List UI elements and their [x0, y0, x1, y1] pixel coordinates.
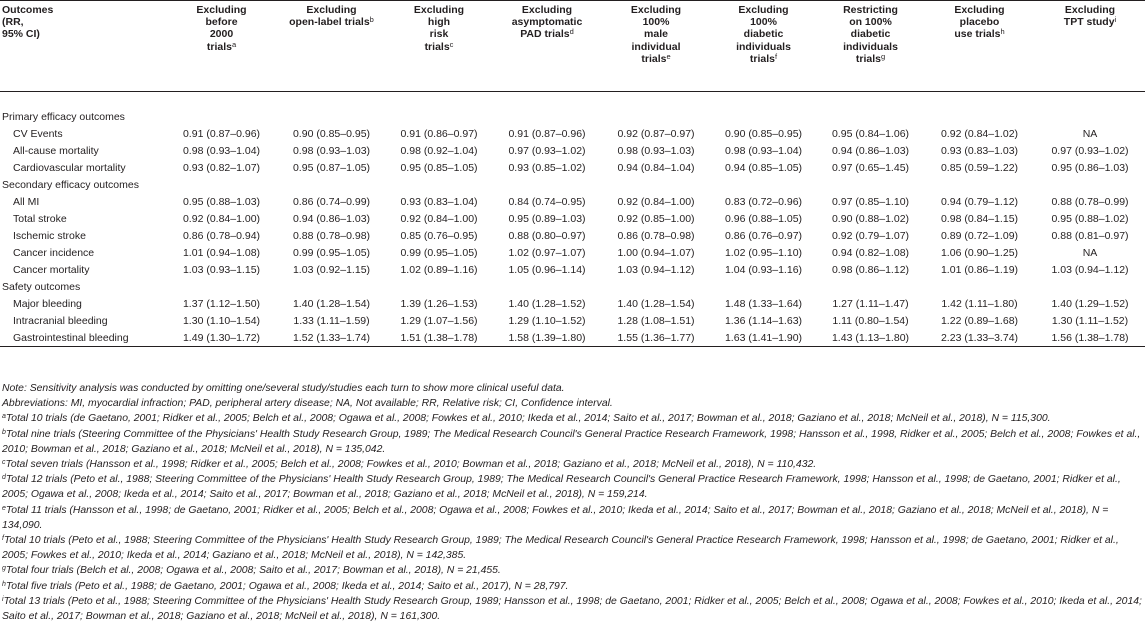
rr-value-cell: 0.92 (0.84–1.00): [400, 212, 478, 225]
footnote-marker: i: [1114, 15, 1117, 25]
table-row: [0, 210, 1145, 227]
footnote-marker: h: [2, 580, 6, 588]
table-row: [0, 227, 1145, 244]
rr-value-cell: 0.94 (0.82–1.08): [831, 246, 910, 259]
rr-value-cell: 1.02 (0.89–1.16): [400, 263, 478, 276]
table-row: [0, 193, 1145, 210]
rr-value-cell: 0.98 (0.86–1.12): [831, 263, 910, 276]
rr-value-cell: 1.58 (1.39–1.80): [492, 330, 602, 347]
rr-value-cell: 1.01 (0.94–1.08): [182, 246, 261, 259]
header-line: Outcomes: [2, 4, 54, 16]
section-title: Safety outcomes: [2, 281, 81, 294]
rr-value-cell: 0.94 (0.85–1.05): [724, 161, 803, 174]
section-row: [0, 176, 1145, 193]
rr-value-cell: 1.03 (0.93–1.15): [182, 263, 261, 276]
footnote-h: [2, 579, 1142, 594]
table-header-row: [0, 1, 1145, 91]
rr-value-cell: 1.02 (0.95–1.10): [724, 246, 803, 259]
rr-value-cell: 1.43 (1.13–1.80): [817, 330, 924, 347]
rr-value-cell: 0.88 (0.78–0.99): [1051, 195, 1129, 208]
rr-value-cell: 1.40 (1.29–1.52): [1051, 298, 1129, 311]
header-line: individual: [631, 40, 681, 53]
header-column-6: [710, 1, 817, 91]
header-line: Restricting: [843, 4, 898, 16]
footnote-marker: c: [2, 459, 6, 467]
outcome-label: Cardiovascular mortality: [13, 161, 126, 174]
rr-value-cell: 0.88 (0.78–0.98): [292, 229, 371, 242]
header-line: trials: [855, 52, 881, 65]
outcome-label: All MI: [13, 195, 40, 208]
header-line: trials: [749, 52, 775, 65]
footnote-text: Total 10 trials (de Gaetano, 2001; Ridker et al., 2005; Belch et al., 2008; Ogawa et al., 2008; Fowkes et al., 2010; Ikeda et al., 2014; Saito et al., 2017; Bowman et al., 2018; Gaziano et al., 2018; McNeil et al., 2018), N = 115,300.: [5, 413, 1051, 425]
footnote-g: [2, 563, 1142, 578]
rr-value-cell: 0.95 (0.86–1.03): [1051, 161, 1129, 174]
footnote-text: Total 12 trials (Peto et al., 1988; Steering Committee of the Physicians' Health Study Research Group, 1989; The Medical Research Council's General Practice Research Framework, 1998; Hansson et al., 1998; de Gaetano, 2001; Ridker et al., 2005; Ogawa et al., 2008; Ikeda et al., 2014; Saito et al., 2017; Bowman et al., 2018; Gaziano et al., 2018; McNeil et al., 2018), N = 159,214.: [2, 474, 1121, 501]
rr-value-cell: 1.00 (0.94–1.07): [617, 246, 695, 259]
header-column-5: [602, 1, 710, 91]
footnote-marker: a: [2, 413, 6, 421]
section-row: [0, 279, 1145, 296]
rr-value-cell: 0.97 (0.93–1.02): [1051, 144, 1129, 157]
table-row: [0, 313, 1145, 330]
table-row: [0, 244, 1145, 261]
footnote-marker: f: [2, 535, 4, 543]
header-column-1: [166, 1, 277, 91]
outcome-label: Gastrointestinal bleeding: [0, 330, 166, 347]
spacer-row: [0, 91, 1145, 108]
rr-value-cell: 0.93 (0.83–1.03): [940, 144, 1019, 157]
header-outcomes: [0, 1, 166, 91]
footnote-marker: i: [2, 595, 4, 603]
rr-value-cell: 0.86 (0.78–0.94): [182, 229, 261, 242]
header-line: open-label trials: [289, 16, 370, 29]
rr-value-cell: 0.98 (0.93–1.04): [182, 144, 261, 157]
table-notes: [2, 381, 1142, 624]
header-line: 100%: [750, 16, 777, 29]
outcome-label: CV Events: [13, 127, 63, 140]
rr-value-cell: 1.03 (0.94–1.12): [1051, 263, 1129, 276]
table-row: [0, 142, 1145, 159]
rr-value-cell: 1.06 (0.90–1.25): [940, 246, 1019, 259]
rr-value-cell: 1.39 (1.26–1.53): [400, 298, 478, 311]
footnote-marker: b: [369, 15, 374, 25]
rr-value-cell: 0.88 (0.81–0.97): [1051, 229, 1129, 242]
rr-value-cell: 0.93 (0.82–1.07): [182, 161, 261, 174]
header-line: individuals: [843, 40, 898, 53]
footnote-text: Total nine trials (Steering Committee of the Physicians' Health Study Research Group, 1989; The Medical Research Council's General Practice Research Framework, 1998; Hansson et al., 1998, Ridker et al., 2005; Belch et al., 2008; Fowkes et al., 2010; Bowman et al., 2018; Gaziano et al., 2018; McNeil et al., 2018), N = 135,042.: [2, 428, 1141, 455]
header-column-2: [277, 1, 386, 91]
rr-value-cell: 1.56 (1.38–1.78): [1035, 330, 1145, 347]
footnote-text: Total 13 trials (Peto et al., 1988; Steering Committee of the Physicians' Health Study Research Group, 1989; Hansson et al., 1998; de Gaetano, 2001; Ridker et al., 2005; Belch et al., 2008; Ogawa et al., 2008; Fowkes et al., 2010; Ikeda et al., 2014; Saito et al., 2017; Bowman et al., 2018; Gaziano et al., 2018; McNeil et al., 2018), N = 161,300.: [2, 595, 1142, 623]
rr-value-cell: 0.93 (0.83–1.04): [400, 195, 478, 208]
header-line: before: [205, 16, 238, 29]
rr-value-cell: 0.94 (0.86–1.03): [292, 212, 371, 225]
header-line: high: [427, 16, 451, 29]
footnote-d: [2, 472, 1142, 502]
header-line: individuals: [736, 40, 791, 53]
header-line: PAD trials: [520, 28, 570, 41]
rr-value-cell: 1.40 (1.28–1.52): [508, 298, 586, 311]
rr-value-cell: 0.98 (0.93–1.03): [292, 144, 371, 157]
rr-value-cell: 1.40 (1.28–1.54): [292, 298, 371, 311]
rr-value-cell: 1.48 (1.33–1.64): [724, 298, 803, 311]
rr-value-cell: 1.37 (1.12–1.50): [182, 298, 261, 311]
footnote-text: Total 11 trials (Hansson et al., 1998; de Gaetano, 2001; Ridker et al., 2005; Belch et al., 2008; Ogawa et al., 2008; Fowkes et al., 2010; Ikeda et al., 2014; Saito et al., 2017; Bowman et al., 2018; Gaziano et al., 2018; McNeil et al., 2018), N = 134,090.: [2, 504, 1109, 531]
header-line: Excluding: [521, 4, 573, 16]
rr-value-cell: 0.97 (0.85–1.10): [831, 195, 910, 208]
rr-value-cell: 0.90 (0.88–1.02): [831, 212, 910, 225]
rr-value-cell: 2.23 (1.33–3.74): [924, 330, 1035, 347]
rr-value-cell: 0.99 (0.95–1.05): [400, 246, 478, 259]
header-column-4: [492, 1, 602, 91]
footnote-e: [2, 503, 1142, 533]
rr-value-cell: 0.84 (0.74–0.95): [508, 195, 586, 208]
outcome-label: Total stroke: [13, 212, 67, 225]
header-line: (RR,: [2, 16, 24, 29]
rr-value-cell: 0.93 (0.85–1.02): [508, 161, 586, 174]
rr-value-cell: 0.94 (0.79–1.12): [940, 195, 1019, 208]
rr-value-cell: 0.92 (0.84–1.02): [940, 127, 1019, 140]
footnote-c: [2, 457, 1142, 472]
rr-value-cell: 0.91 (0.87–0.96): [508, 127, 586, 140]
rr-value-cell: NA: [1082, 246, 1098, 259]
table-row: [0, 125, 1145, 142]
rr-value-cell: 0.91 (0.86–0.97): [400, 127, 478, 140]
rr-value-cell: 1.03 (0.92–1.15): [292, 263, 371, 276]
rr-value-cell: 0.86 (0.78–0.98): [617, 229, 695, 242]
rr-value-cell: 0.97 (0.93–1.02): [508, 144, 586, 157]
section-title: Primary efficacy outcomes: [2, 110, 125, 123]
header-column-8: [924, 1, 1035, 91]
header-line: Excluding: [954, 4, 1005, 16]
header-line: TPT study: [1063, 16, 1115, 29]
footnote-i: [2, 594, 1142, 624]
footnote-marker: f: [775, 51, 778, 61]
rr-value-cell: 1.03 (0.94–1.12): [617, 263, 695, 276]
rr-value-cell: 0.94 (0.84–1.04): [617, 161, 695, 174]
rr-value-cell: 0.97 (0.65–1.45): [831, 161, 910, 174]
rr-value-cell: 1.49 (1.30–1.72): [166, 330, 277, 347]
header-column-7: [817, 1, 924, 91]
header-line: male: [644, 28, 668, 41]
footnotes: [2, 411, 1142, 624]
footnote-marker: c: [449, 39, 454, 49]
rr-value-cell: 1.42 (1.11–1.80): [941, 298, 1018, 311]
rr-value-cell: 1.29 (1.10–1.52): [508, 315, 586, 328]
header-line: trials: [424, 40, 450, 53]
rr-value-cell: 1.28 (1.08–1.51): [617, 315, 695, 328]
footnote-marker: a: [231, 39, 237, 49]
rr-value-cell: NA: [1082, 127, 1098, 140]
rr-value-cell: 1.27 (1.11–1.47): [832, 298, 909, 311]
rr-value-cell: 0.90 (0.85–0.95): [292, 127, 371, 140]
rr-value-cell: 0.95 (0.84–1.06): [831, 127, 910, 140]
table-row: [0, 159, 1145, 176]
rr-value-cell: 0.98 (0.93–1.04): [724, 144, 803, 157]
footnote-text: Total four trials (Belch et al., 2008; Ogawa et al., 2008; Saito et al., 2017; Bowman et al., 2018), N = 21,455.: [5, 565, 501, 577]
header-line: placebo: [959, 16, 1000, 29]
footnote-text: Total 10 trials (Peto et al., 1988; Steering Committee of the Physicians' Health Study Research Group, 1989; The Medical Research Council's General Practice Research Framework, 1998; Hansson et al., 1998; de Gaetano, 2001; Ridker et al., 2005; Fowkes et al., 2010; Ikeda et al., 2014; Gaziano et al., 2018; McNeil et al., 2018), N = 142,385.: [2, 535, 1119, 562]
footnote-f: [2, 533, 1142, 563]
footnote-marker: d: [569, 27, 574, 37]
rr-value-cell: 0.95 (0.87–1.05): [292, 161, 371, 174]
table-row: [0, 330, 1145, 347]
footnote-a: [2, 411, 1142, 426]
header-line: 100%: [642, 16, 670, 29]
rr-value-cell: 1.63 (1.41–1.90): [710, 330, 817, 347]
rr-value-cell: 0.95 (0.85–1.05): [400, 161, 478, 174]
table-row: [0, 296, 1145, 313]
rr-value-cell: 1.30 (1.11–1.52): [1051, 315, 1129, 328]
rr-value-cell: 0.85 (0.59–1.22): [940, 161, 1019, 174]
footnote-marker: b: [2, 428, 6, 436]
rr-value-cell: 1.05 (0.96–1.14): [508, 263, 586, 276]
footnote-marker: g: [2, 565, 6, 573]
header-line: trials: [641, 52, 667, 65]
rr-value-cell: 0.91 (0.87–0.96): [182, 127, 261, 140]
header-line: Excluding: [413, 4, 465, 16]
outcome-label: Ischemic stroke: [13, 229, 86, 242]
header-line: use trials: [954, 28, 1001, 41]
outcome-label: All-cause mortality: [13, 144, 99, 157]
rr-value-cell: 0.98 (0.93–1.03): [617, 144, 695, 157]
rr-value-cell: 0.95 (0.88–1.02): [1051, 212, 1129, 225]
header-line: on 100%: [849, 16, 892, 29]
rr-value-cell: 1.51 (1.38–1.78): [386, 330, 492, 347]
rr-value-cell: 0.92 (0.79–1.07): [831, 229, 910, 242]
header-line: Excluding: [306, 4, 357, 16]
header-line: Excluding: [196, 4, 247, 16]
footnote-marker: h: [1000, 27, 1005, 37]
header-line: 95% CI): [2, 28, 40, 41]
rr-value-cell: 1.01 (0.86–1.19): [940, 263, 1019, 276]
abbreviations-text: Abbreviations: MI, myocardial infraction; PAD, peripheral artery disease; NA, Not available; RR, Relative risk; CI, Confidence interval.: [2, 398, 613, 410]
header-line: risk: [429, 28, 449, 41]
section-title: Secondary efficacy outcomes: [2, 178, 139, 191]
rr-value-cell: 0.98 (0.92–1.04): [400, 144, 478, 157]
rr-value-cell: 1.33 (1.11–1.59): [293, 315, 370, 328]
table-row: [0, 261, 1145, 278]
header-column-3: [386, 1, 492, 91]
rr-value-cell: 1.04 (0.93–1.16): [724, 263, 803, 276]
rr-value-cell: 0.99 (0.95–1.05): [292, 246, 371, 259]
rr-value-cell: 0.83 (0.72–0.96): [724, 195, 803, 208]
rr-value-cell: 1.40 (1.28–1.54): [617, 298, 695, 311]
footnote-marker: e: [2, 504, 6, 512]
rr-value-cell: 0.89 (0.72–1.09): [940, 229, 1019, 242]
note-text: Note: Sensitivity analysis was conducted by omitting one/several study/studies each turn to show more clinical useful data.: [2, 383, 565, 394]
header-line: Excluding: [738, 4, 789, 16]
rr-value-cell: 0.92 (0.84–1.00): [182, 212, 261, 225]
outcome-label: Cancer incidence: [13, 246, 95, 259]
section-row: [0, 108, 1145, 125]
footnote-text: Total five trials (Peto et al., 1988; de Gaetano, 2001; Ogawa et al., 2008; Ikeda et al., 2014; Saito et al., 2017), N = 28,797.: [5, 580, 569, 592]
header-line: Excluding: [630, 4, 682, 16]
rr-value-cell: 1.52 (1.33–1.74): [277, 330, 386, 347]
header-line: trials: [206, 40, 232, 53]
rr-value-cell: 1.02 (0.97–1.07): [508, 246, 586, 259]
rr-value-cell: 0.92 (0.84–1.00): [617, 195, 695, 208]
footnote-marker: d: [2, 474, 6, 482]
header-line: diabetic: [850, 28, 891, 41]
header-line: Excluding: [1064, 4, 1116, 16]
rr-value-cell: 0.90 (0.85–0.95): [724, 127, 803, 140]
rr-value-cell: 1.36 (1.14–1.63): [724, 315, 803, 328]
header-line: asymptomatic: [511, 16, 583, 29]
rr-value-cell: 0.98 (0.84–1.15): [940, 212, 1019, 225]
header-column-9: [1035, 1, 1145, 91]
rr-value-cell: 0.95 (0.88–1.03): [182, 195, 261, 208]
rr-value-cell: 0.95 (0.89–1.03): [508, 212, 586, 225]
rr-value-cell: 0.86 (0.74–0.99): [292, 195, 371, 208]
rr-value-cell: 1.30 (1.10–1.54): [182, 315, 261, 328]
outcome-label: Cancer mortality: [13, 263, 90, 276]
rr-value-cell: 1.11 (0.80–1.54): [832, 315, 909, 328]
footnote-b: [2, 427, 1142, 457]
table-body: [0, 91, 1145, 347]
rr-value-cell: 0.92 (0.87–0.97): [617, 127, 695, 140]
footnote-text: Total seven trials (Hansson et al., 1998; Ridker et al., 2005; Belch et al., 2008; Fowkes et al., 2010; Bowman et al., 2018; Gaziano et al., 2018; McNeil et al., 2018), N = 110,432.: [5, 459, 817, 471]
header-line: 2000: [209, 28, 234, 41]
rr-value-cell: 1.29 (1.07–1.56): [400, 315, 478, 328]
rr-value-cell: 0.86 (0.76–0.97): [724, 229, 803, 242]
rr-value-cell: 0.85 (0.76–0.95): [400, 229, 478, 242]
rr-value-cell: 1.55 (1.36–1.77): [602, 330, 710, 347]
rr-value-cell: 0.92 (0.85–1.00): [617, 212, 695, 225]
footnote-marker: e: [666, 51, 671, 61]
outcome-label: Intracranial bleeding: [13, 315, 108, 328]
rr-value-cell: 1.22 (0.89–1.68): [940, 315, 1019, 328]
rr-value-cell: 0.94 (0.86–1.03): [831, 144, 910, 157]
rr-value-cell: 0.88 (0.80–0.97): [508, 229, 586, 242]
header-line: diabetic: [743, 28, 784, 41]
footnote-marker: g: [880, 51, 886, 61]
rr-value-cell: 0.96 (0.88–1.05): [724, 212, 803, 225]
outcome-label: Major bleeding: [13, 298, 82, 311]
